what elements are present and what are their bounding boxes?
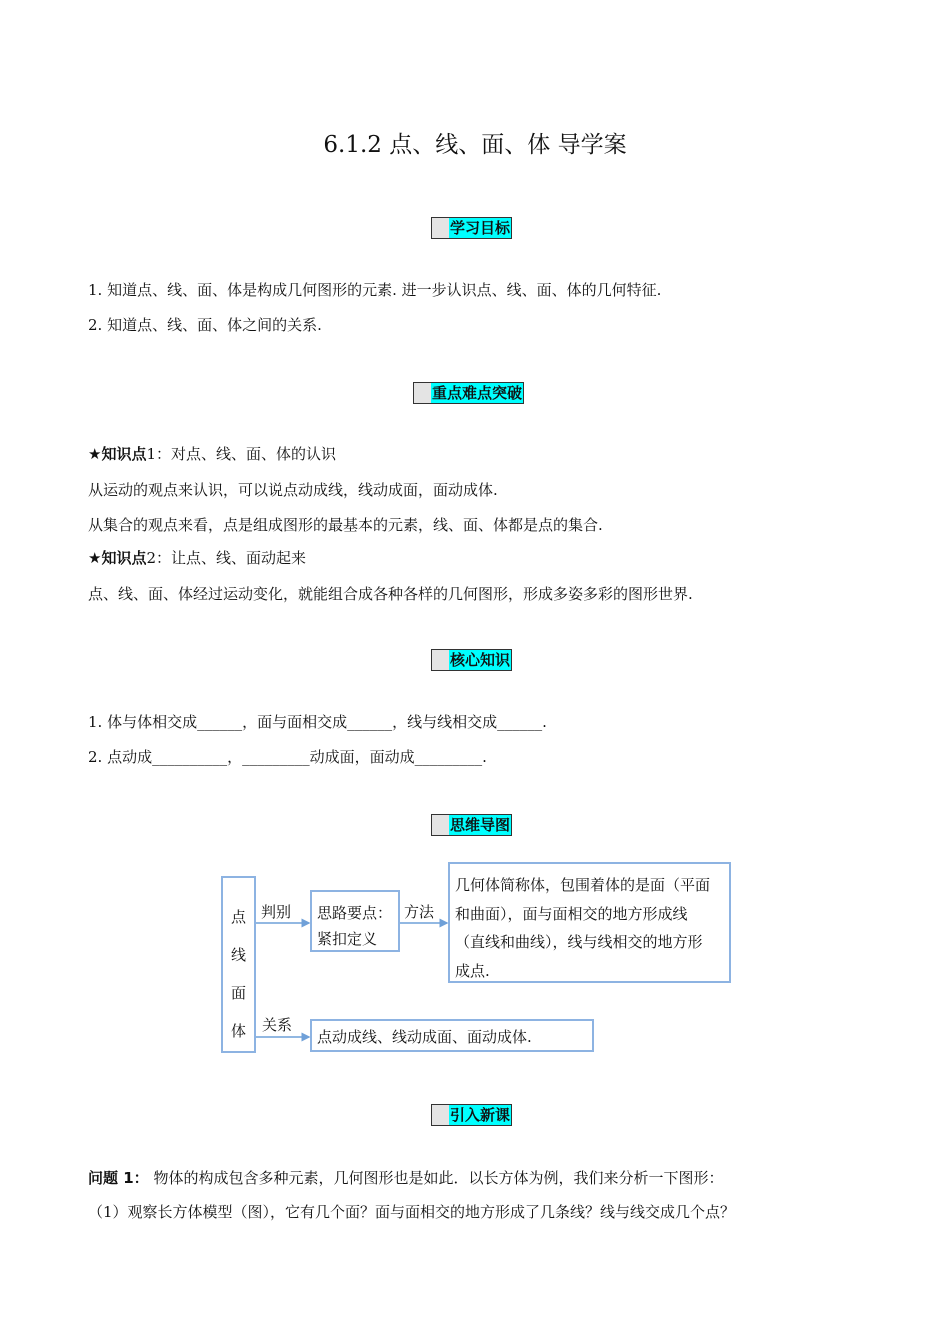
root-char: 点	[230, 908, 246, 926]
fill-blank-line: 1. 体与体相交成______，面与面相交成______，线与线相交成______.	[88, 713, 547, 731]
root-node	[221, 876, 256, 1053]
section-label: 思维导图	[450, 816, 511, 834]
kp-text: 1：对点、线、面、体的认识	[146, 445, 336, 463]
text-line: 点、线、面、体经过运动变化，就能组合成各种各样的几何图形，形成多姿多彩的图形世界.	[88, 585, 693, 603]
branch-label-relation: 关系	[262, 1016, 293, 1034]
relation-node: 点动成线、线动成面、面动成体.	[310, 1019, 594, 1052]
question-label: 问题 1：	[88, 1169, 149, 1187]
idea-line: 思路要点：	[317, 904, 393, 922]
question-1-part-1: （1）观察长方体模型（图），它有几个面？面与面相交的地方形成了几条线？线与线交成几个点？	[88, 1203, 736, 1221]
method-line: 成点.	[455, 961, 490, 980]
goal-line: 2. 知道点、线、面、体之间的关系.	[88, 316, 322, 334]
idea-line: 紧扣定义	[317, 930, 378, 948]
idea-node	[310, 890, 400, 952]
method-line: （直线和曲线），线与线相交的地方形	[455, 933, 703, 951]
method-line: 和曲面），面与面相交的地方形成线	[455, 904, 688, 923]
section-heading-intro	[431, 1104, 512, 1126]
branch-label-judge: 判别	[261, 903, 292, 921]
fill-blank-line: 2. 点动成__________，_________动成面，面动成_________.	[88, 748, 487, 766]
section-label: 学习目标	[450, 219, 511, 237]
kp-text: 2：让点、线、面动起来	[146, 549, 306, 567]
section-label: 引入新课	[450, 1106, 511, 1124]
branch-label-method: 方法	[404, 903, 435, 921]
question-text: 物体的构成包含多种元素，几何图形也是如此．以长方体为例，我们来分析一下图形：	[148, 1169, 724, 1187]
section-label: 重点难点突破	[432, 384, 523, 402]
text-line: 从运动的观点来认识，可以说点动成线，线动成面，面动成体.	[88, 481, 498, 499]
root-char: 面	[230, 984, 246, 1002]
kp-label: ★知识点	[88, 445, 147, 463]
root-char: 体	[230, 1022, 246, 1040]
method-node	[448, 862, 731, 983]
text-line: 从集合的观点来看，点是组成图形的最基本的元素，线、面、体都是点的集合.	[88, 516, 603, 534]
page-title: 6.1.2 点、线、面、体 导学案	[323, 132, 627, 158]
question-1	[88, 1167, 723, 1188]
method-line: 几何体简称体，包围着体的是面（平面	[455, 876, 711, 894]
goal-line: 1. 知道点、线、面、体是构成几何图形的元素. 进一步认识点、线、面、体的几何特征.	[88, 281, 662, 299]
kp-label: ★知识点	[88, 549, 147, 567]
root-char: 线	[230, 946, 246, 964]
section-label: 核心知识	[450, 651, 511, 669]
